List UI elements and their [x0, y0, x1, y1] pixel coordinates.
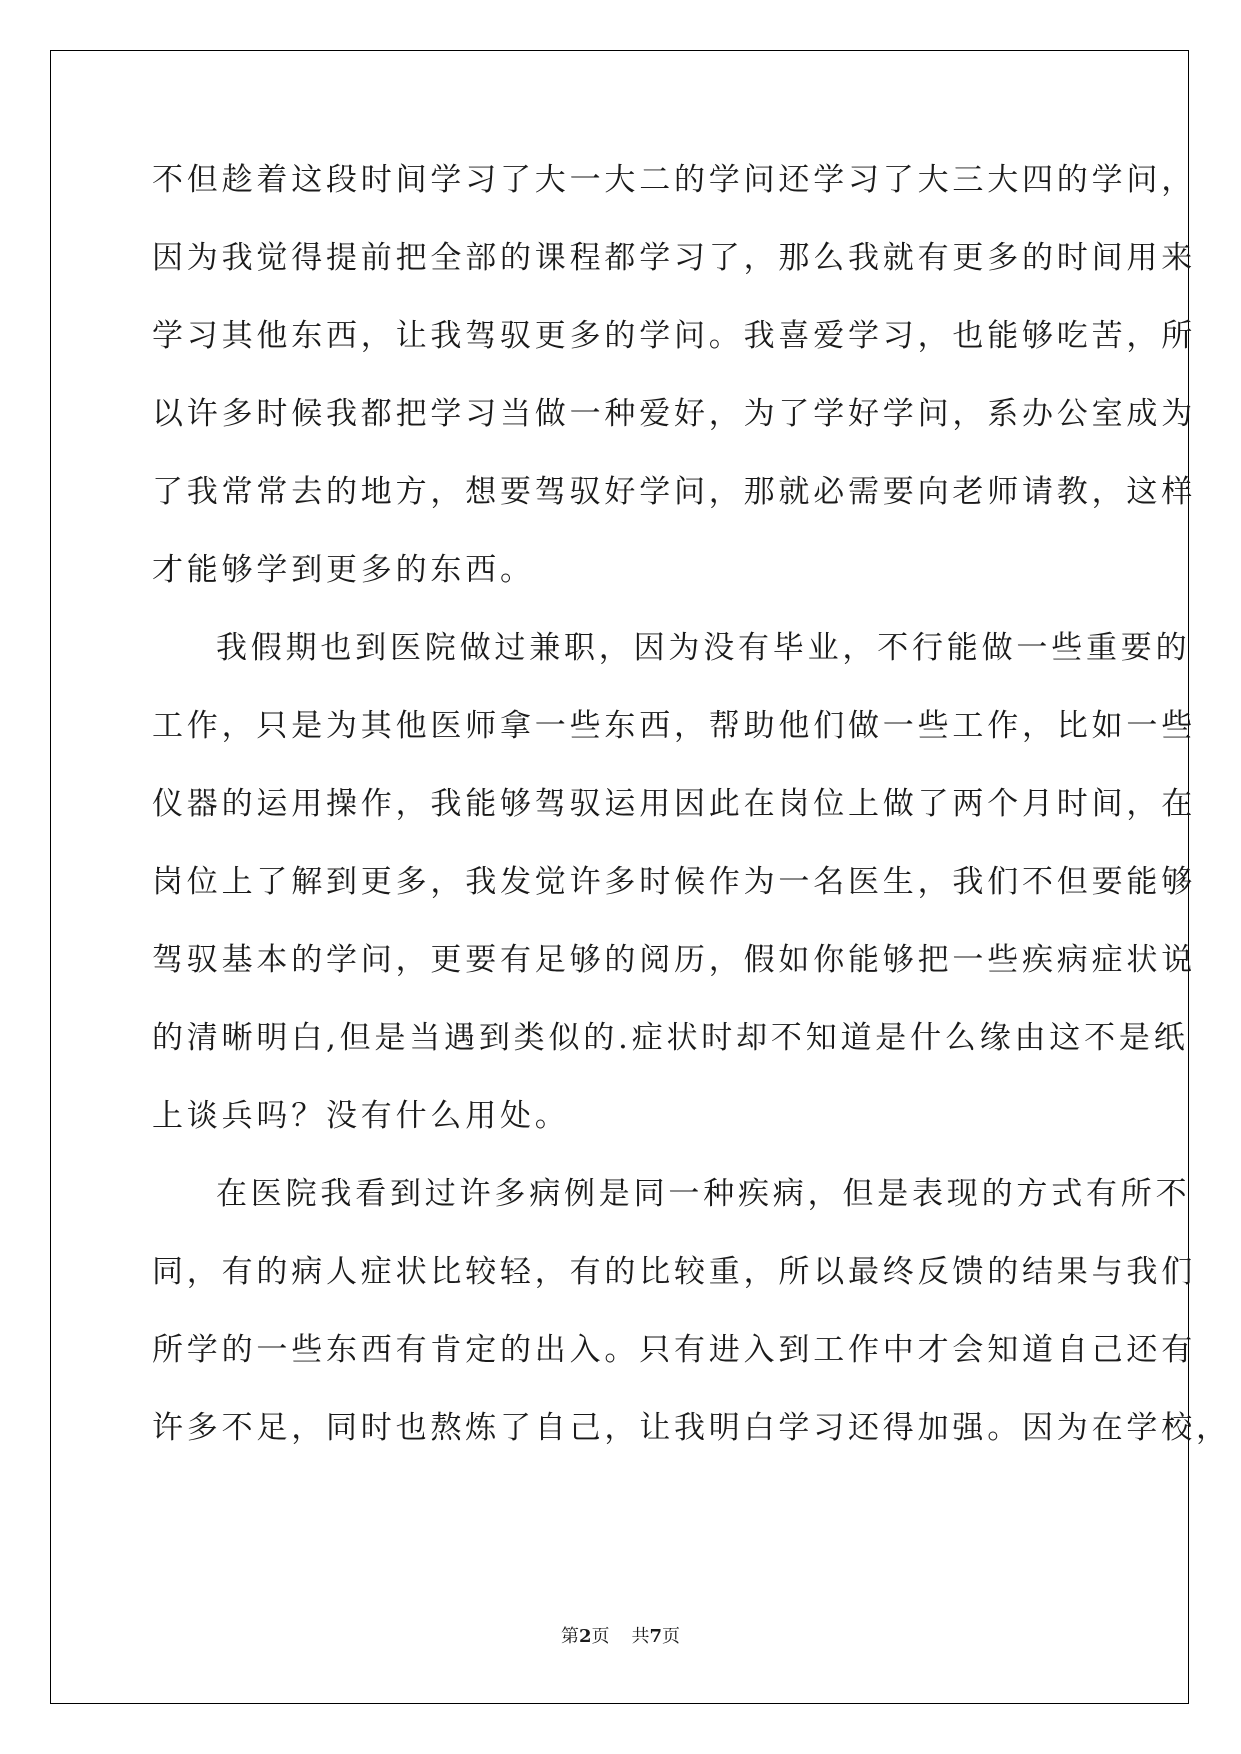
page-number-suffix: 页 — [591, 1626, 610, 1647]
text-line: 以许多时候我都把学习当做一种爱好，为了学好学问，系办公室成为 — [152, 396, 1196, 432]
text-line: 工作，只是为其他医师拿一些东西，帮助他们做一些工作，比如一些 — [152, 708, 1196, 744]
text-line: 了我常常去的地方，想要驾驭好学问，那就必需要向老师请教，这样 — [152, 474, 1196, 510]
total-pages-prefix: 共 — [631, 1626, 650, 1647]
text-line: 在医院我看到过许多病例是同一种疾病，但是表现的方式有所不 — [216, 1176, 1191, 1212]
text-line: 的清晰明白,但是当遇到类似的.症状时却不知道是什么缘由这不是纸 — [152, 1020, 1189, 1056]
total-pages-suffix: 页 — [662, 1626, 681, 1647]
page-footer — [0, 1622, 1241, 1648]
document-body — [152, 160, 1231, 1486]
page-number-prefix: 第 — [560, 1626, 579, 1647]
text-line: 不但趁着这段时间学习了大一大二的学问还学习了大三大四的学问， — [152, 162, 1196, 198]
text-line: 上谈兵吗？没有什么用处。 — [152, 1098, 570, 1134]
text-line: 学习其他东西，让我驾驭更多的学问。我喜爱学习，也能够吃苦，所 — [152, 318, 1196, 354]
current-page-number: 2 — [578, 1626, 592, 1647]
text-line: 因为我觉得提前把全部的课程都学习了，那么我就有更多的时间用来 — [152, 240, 1196, 276]
text-line: 所学的一些东西有肯定的出入。只有进入到工作中才会知道自己还有 — [152, 1332, 1196, 1368]
text-line: 驾驭基本的学问，更要有足够的阅历，假如你能够把一些疾病症状说 — [152, 942, 1196, 978]
text-line: 才能够学到更多的东西。 — [152, 552, 535, 588]
text-line: 仪器的运用操作，我能够驾驭运用因此在岗位上做了两个月时间，在 — [152, 786, 1196, 822]
text-line: 岗位上了解到更多，我发觉许多时候作为一名医生，我们不但要能够 — [152, 864, 1196, 900]
total-pages-number: 7 — [649, 1626, 663, 1647]
text-line: 许多不足，同时也熬炼了自己，让我明白学习还得加强。因为在学校， — [152, 1410, 1231, 1446]
text-line: 我假期也到医院做过兼职，因为没有毕业，不行能做一些重要的 — [216, 630, 1191, 666]
text-line: 同，有的病人症状比较轻，有的比较重，所以最终反馈的结果与我们 — [152, 1254, 1196, 1290]
